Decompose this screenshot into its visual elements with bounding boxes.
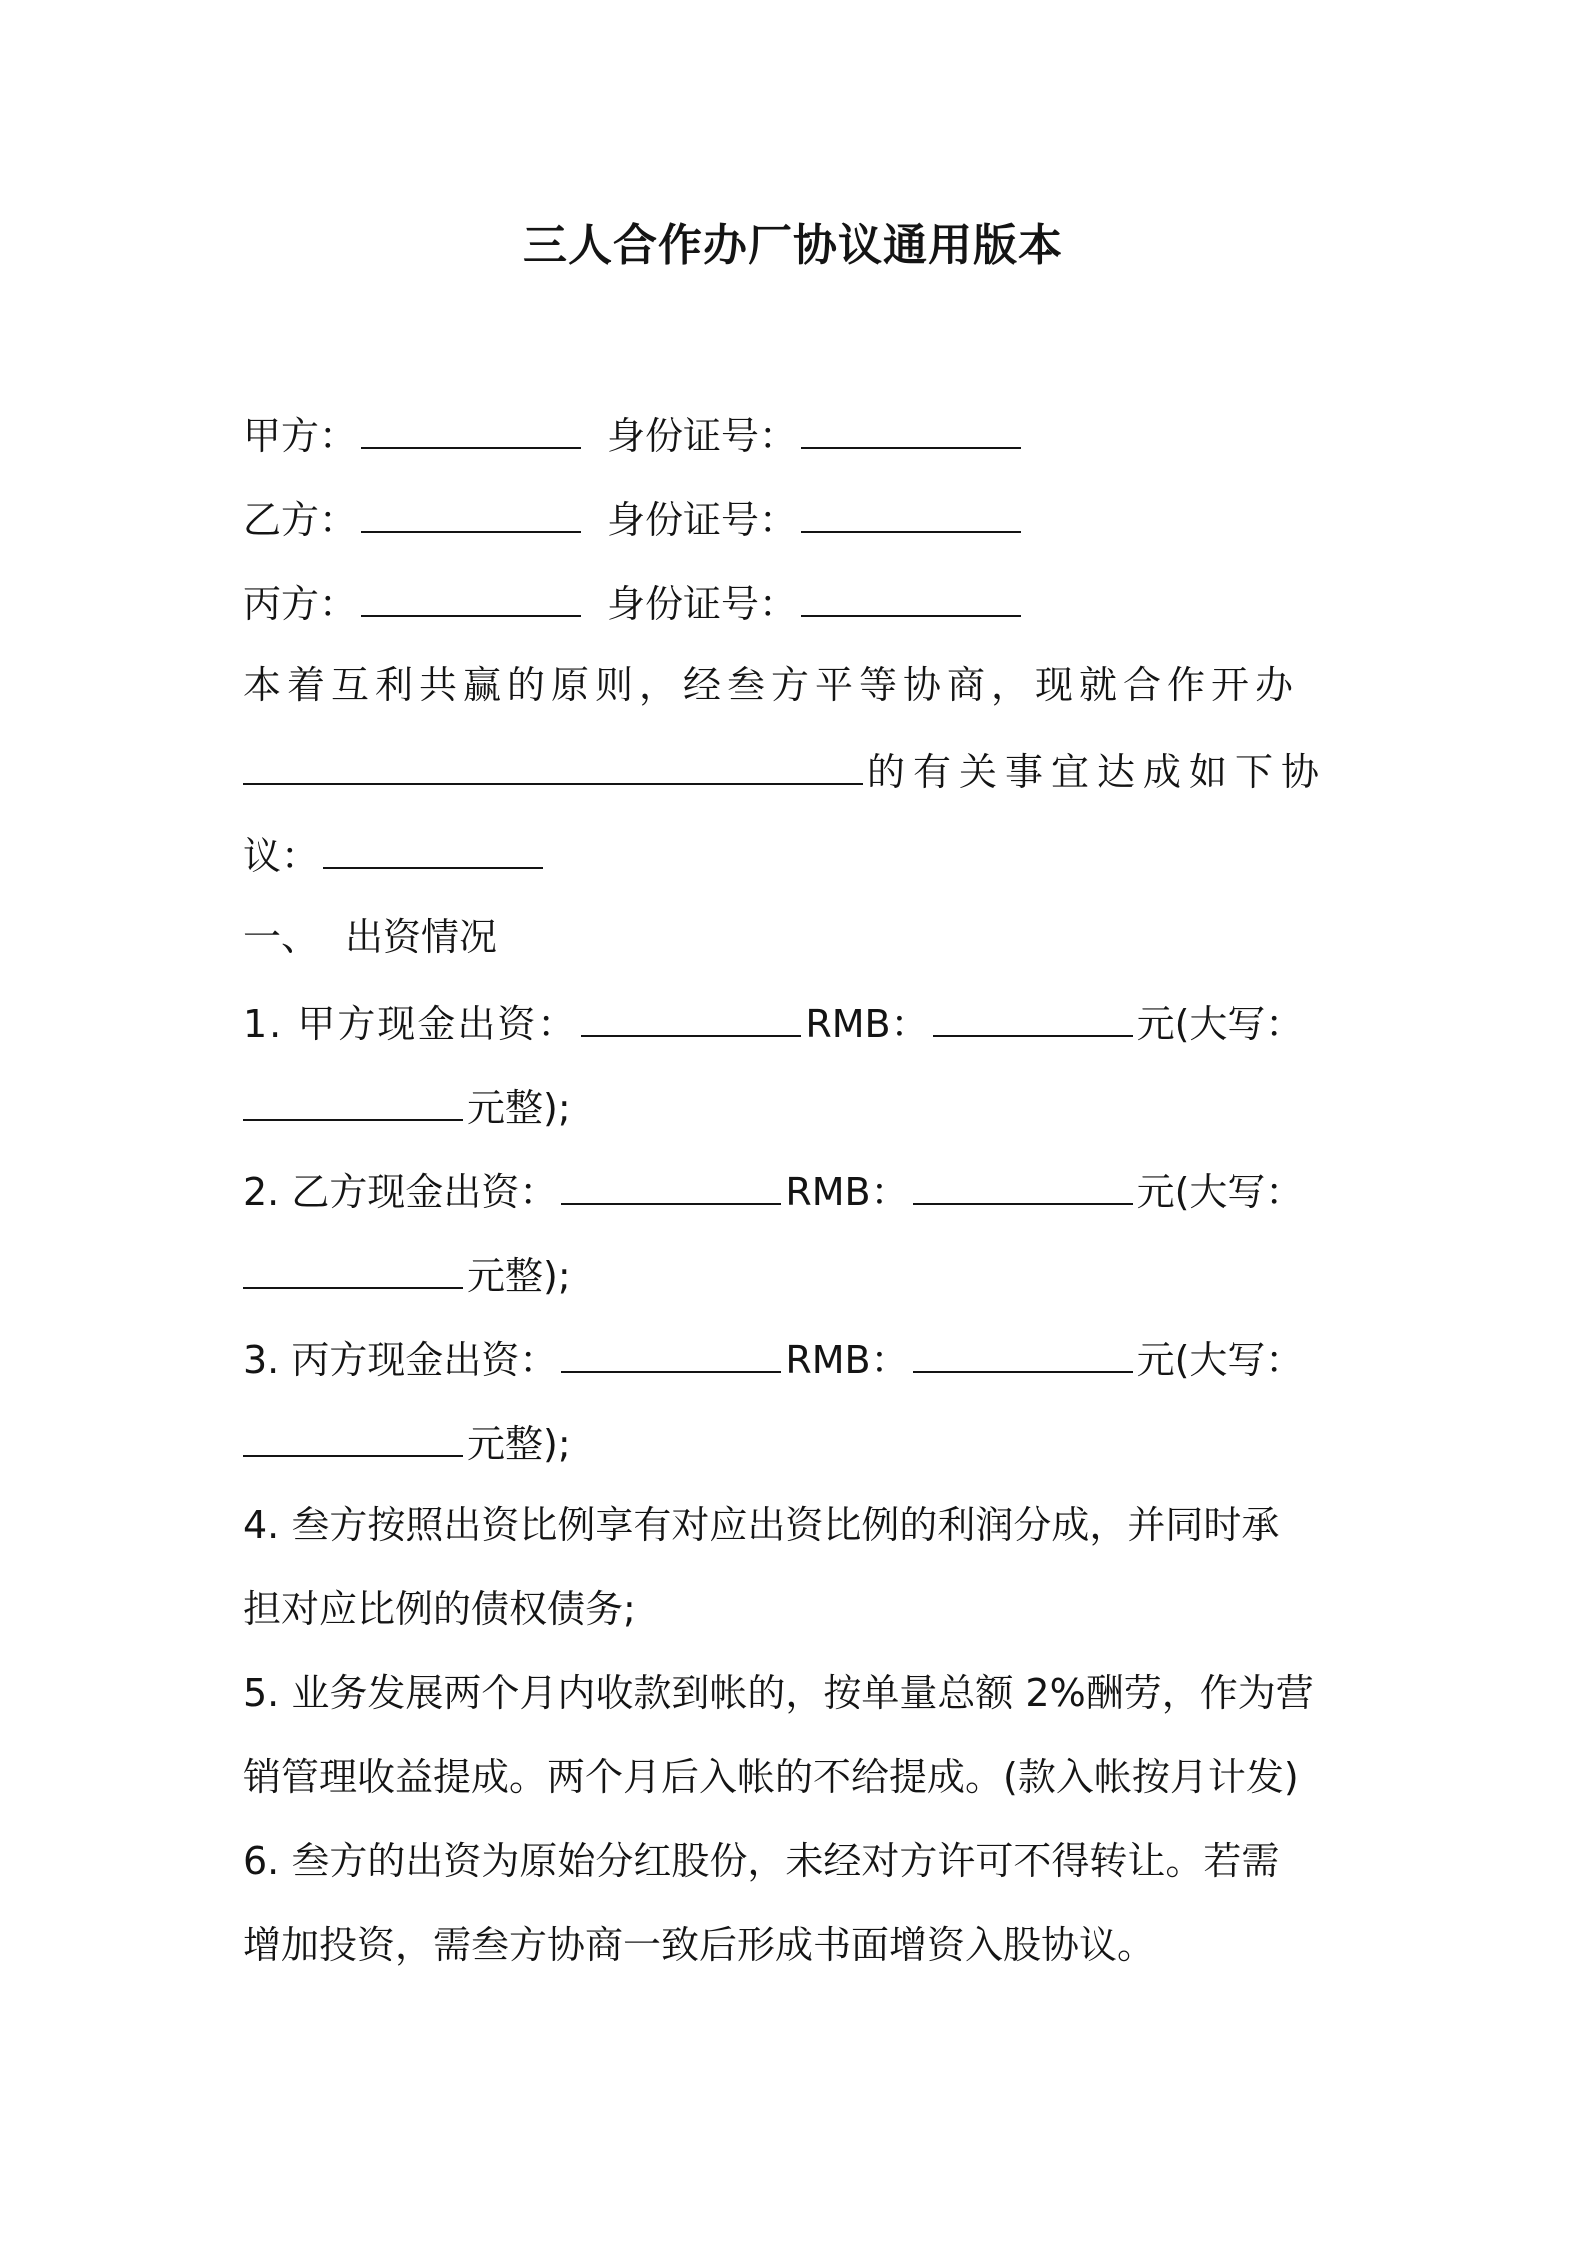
clause-4-line-2: 担对应比例的债权债务; — [243, 1587, 636, 1631]
clause-6-line-1: 6. 叁方的出资为原始分红股份，未经对方许可不得转让。若需 — [243, 1839, 1280, 1883]
item-2-rmb-blank — [913, 1161, 1133, 1205]
party-a-id-blank — [801, 405, 1021, 449]
party-c-id-label: 身份证号： — [607, 582, 798, 626]
item-3-capital-blank — [243, 1413, 463, 1457]
document-title: 三人合作办厂协议通用版本 — [523, 220, 1063, 271]
intro-agreement-blank — [323, 825, 543, 869]
item-3-line-1 — [243, 1329, 1355, 1385]
item-3-yuan: 元(大写： — [1136, 1338, 1304, 1382]
party-c-name-blank — [361, 573, 581, 617]
item-2-capital-blank — [243, 1245, 463, 1289]
item-1-capital-blank — [243, 1077, 463, 1121]
party-c-label: 丙方： — [243, 582, 358, 626]
item-3-tail: 元整); — [467, 1422, 571, 1466]
party-c-id-blank — [801, 573, 1021, 617]
party-a-label: 甲方： — [243, 414, 358, 458]
item-2-amount-blank — [561, 1161, 781, 1205]
party-b-id-label: 身份证号： — [607, 498, 798, 542]
item-3-rmb: RMB： — [785, 1338, 909, 1382]
item-1-amount-blank — [581, 993, 801, 1037]
item-1-rmb-blank — [933, 993, 1133, 1037]
party-a-id-label: 身份证号： — [607, 414, 798, 458]
party-b-id-blank — [801, 489, 1021, 533]
section-1-title: 出资情况 — [345, 915, 498, 959]
item-3-amount-blank — [561, 1329, 781, 1373]
item-2-line-1 — [243, 1161, 1355, 1217]
party-row-c — [243, 573, 1355, 629]
intro-line-2 — [243, 741, 1355, 797]
item-3-line-2 — [243, 1413, 1355, 1469]
item-3-rmb-blank — [913, 1329, 1133, 1373]
intro-line-3-text: 议： — [243, 834, 320, 878]
item-2-lead: 2. 乙方现金出资： — [243, 1170, 558, 1214]
item-2-tail: 元整); — [467, 1254, 571, 1298]
item-3-lead: 3. 丙方现金出资： — [243, 1338, 558, 1382]
item-1-line-2 — [243, 1077, 1355, 1133]
section-1-number: 一、 — [243, 915, 320, 959]
item-1-tail: 元整); — [467, 1086, 571, 1130]
section-1-heading — [243, 909, 1355, 965]
party-b-name-blank — [361, 489, 581, 533]
item-1-rmb: RMB： — [805, 1002, 929, 1046]
item-1-lead: 1. 甲方现金出资： — [243, 1002, 578, 1046]
party-b-label: 乙方： — [243, 498, 358, 542]
clause-5-line-2: 销管理收益提成。两个月后入帐的不给提成。(款入帐按月计发) — [243, 1755, 1299, 1799]
party-row-b — [243, 489, 1355, 545]
clause-5-line-1: 5. 业务发展两个月内收款到帐的，按单量总额 2%酬劳，作为营 — [243, 1671, 1314, 1715]
intro-line-2-tail: 的有关事宜达成如下协 — [867, 750, 1328, 794]
item-1-yuan: 元(大写： — [1136, 1002, 1304, 1046]
party-row-a — [243, 405, 1355, 461]
intro-line-1: 本着互利共赢的原则，经叁方平等协商，现就合作开办 — [243, 663, 1300, 707]
party-a-name-blank — [361, 405, 581, 449]
item-1-line-1 — [243, 993, 1355, 1049]
item-2-line-2 — [243, 1245, 1355, 1301]
venture-name-blank — [243, 741, 863, 785]
intro-line-3 — [243, 825, 1355, 881]
clause-6-line-2: 增加投资，需叁方协商一致后形成书面增资入股协议。 — [243, 1923, 1156, 1967]
clause-4-line-1: 4. 叁方按照出资比例享有对应出资比例的利润分成，并同时承 — [243, 1503, 1280, 1547]
item-2-yuan: 元(大写： — [1136, 1170, 1304, 1214]
item-2-rmb: RMB： — [785, 1170, 909, 1214]
